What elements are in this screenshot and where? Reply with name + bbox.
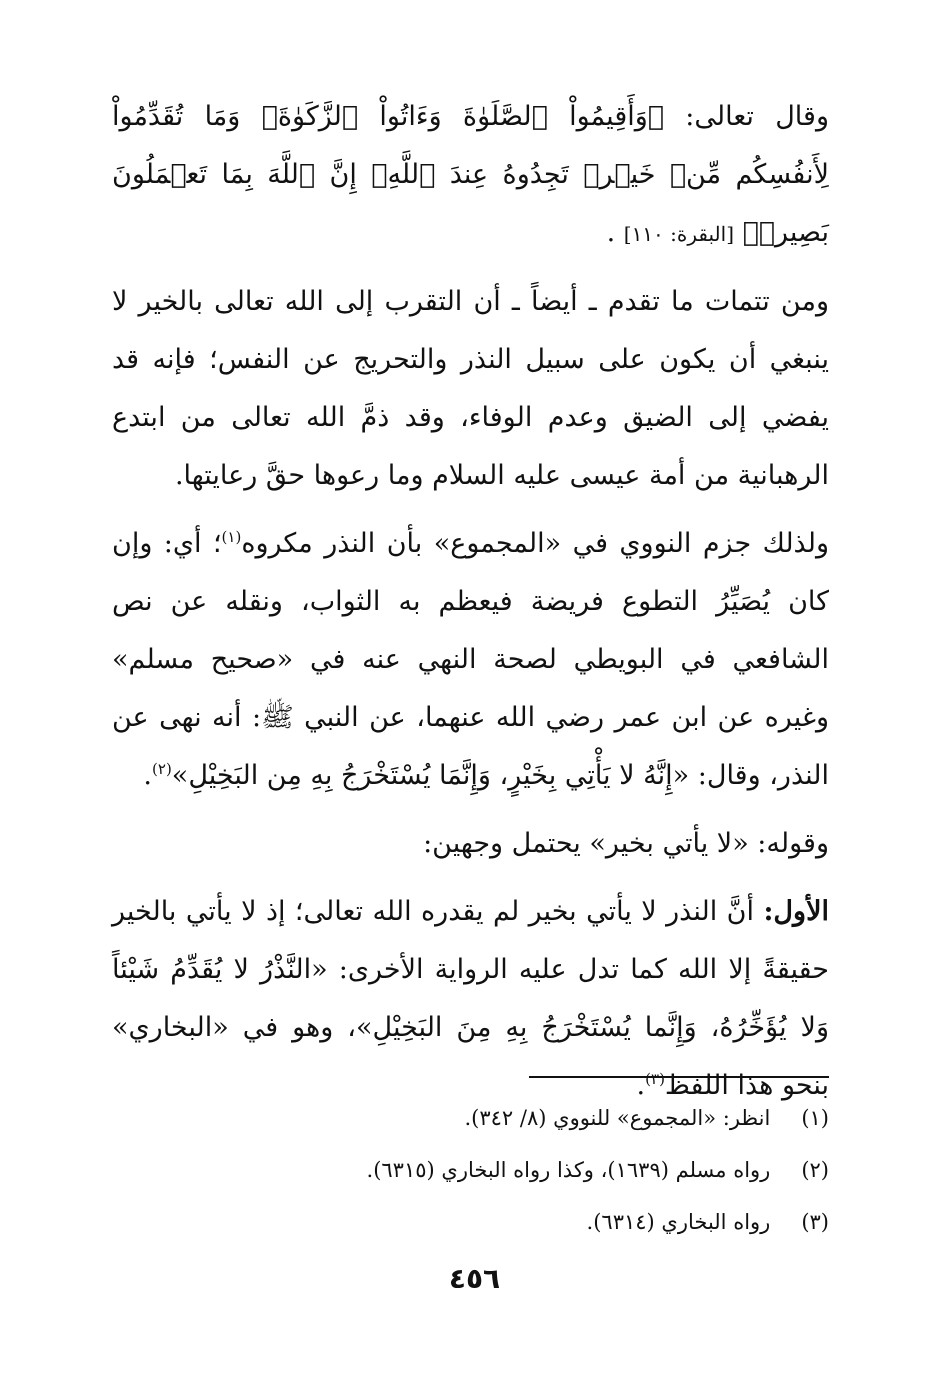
paragraph-5-end: . [636,1070,646,1101]
footnote-divider [529,1076,829,1078]
paragraph-5-text: أنَّ النذر لا يأتي بخير لم يقدره الله تعالى؛ إذ لا يأتي بالخير حقيقةً إلا الله كما تدل عليه الرواية الأخرى: «النَّذْرُ لا يُقَدِّمُ شَيْئاً وَلا يُؤَخِّرُهُ، وَإِنَّما يُسْتَخْرَجُ بِهِ مِنَ البَخِيْلِ»، وهو في «البخاري» بنحو هذا اللفظ [112,896,829,1101]
paragraph-verse [112,88,829,263]
footnote-text: انظر: «المجموع» للنووي (٨/ ٣٤٢). [464,1106,771,1130]
footnote-3 [112,1196,829,1248]
paragraph-5-lead: الأول: [763,896,829,927]
footnote-number: (٣) [801,1210,829,1234]
footnote-number: (٢) [801,1158,829,1182]
page-number: ٤٥٦ [448,1262,501,1295]
paragraph-3 [112,515,829,805]
paragraph-5 [112,883,829,1115]
footnote-text: رواه البخاري (٦٣١٤). [586,1210,771,1234]
verse-reference: [البقرة: ١١٠] [623,222,735,246]
verse-end: . [606,217,616,248]
footnote-ref-1[interactable]: (١) [221,528,242,546]
paragraph-4: وقوله: «لا يأتي بخير» يحتمل وجهين: [423,828,829,859]
quran-verse: ﴿وَأَقِيمُواْ ٱلصَّلَوٰةَ وَءَاتُواْ ٱلزَّكَوٰةَۚ وَمَا تُقَدِّمُواْ لِأَنفُسِكُم مِّنۡ خَيۡرٖ تَجِدُوهُ عِندَ ٱللَّهِۗ إِنَّ ٱللَّهَ بِمَا تَعۡمَلُونَ بَصِيرٞ﴾ [112,101,829,248]
paragraph-3-text-b: ؛ أي: وإن كان يُصَيِّرُ التطوع فريضة فيعظم به الثواب، ونقله عن نص الشافعي في البويطي لصحة النهي عنه في «صحيح مسلم» وغيره عن ابن عمر رضي الله عنهما، عن النبي ﷺ: أنه نهى عن النذر، وقال: «إِنَّهُ لا يَأْتِي بِخَيْرٍ، وَإِنَّمَا يُسْتَخْرَجُ بِهِ مِن البَخِيْلِ» [112,528,829,791]
footnote-ref-2[interactable]: (٢) [152,760,172,778]
footnote-ref-3[interactable]: (٣) [645,1070,665,1088]
footnote-text: رواه مسلم (١٦٣٩)، وكذا رواه البخاري (٦٣١٥). [366,1158,771,1182]
footnote-2 [112,1144,829,1196]
footnotes [112,1092,829,1248]
paragraph-3-text-a: ولذلك جزم النووي في «المجموع» بأن النذر مكروه [241,528,829,559]
paragraph-2: ومن تتمات ما تقدم ـ أيضاً ـ أن التقرب إلى الله تعالى بالخير لا ينبغي أن يكون على سبيل النذر والتحريج عن النفس؛ فإنه قد يفضي إلى الضيق وعدم الوفاء، وقد ذمَّ الله تعالى من ابتدع الرهبانية من أمة عيسى عليه السلام وما رعوها حقَّ رعايتها. [112,286,829,491]
footnote-1 [112,1092,829,1144]
paragraph-3-end: . [143,760,153,791]
verse-intro: وقال تعالى: [663,101,829,132]
footnote-number: (١) [801,1106,829,1130]
